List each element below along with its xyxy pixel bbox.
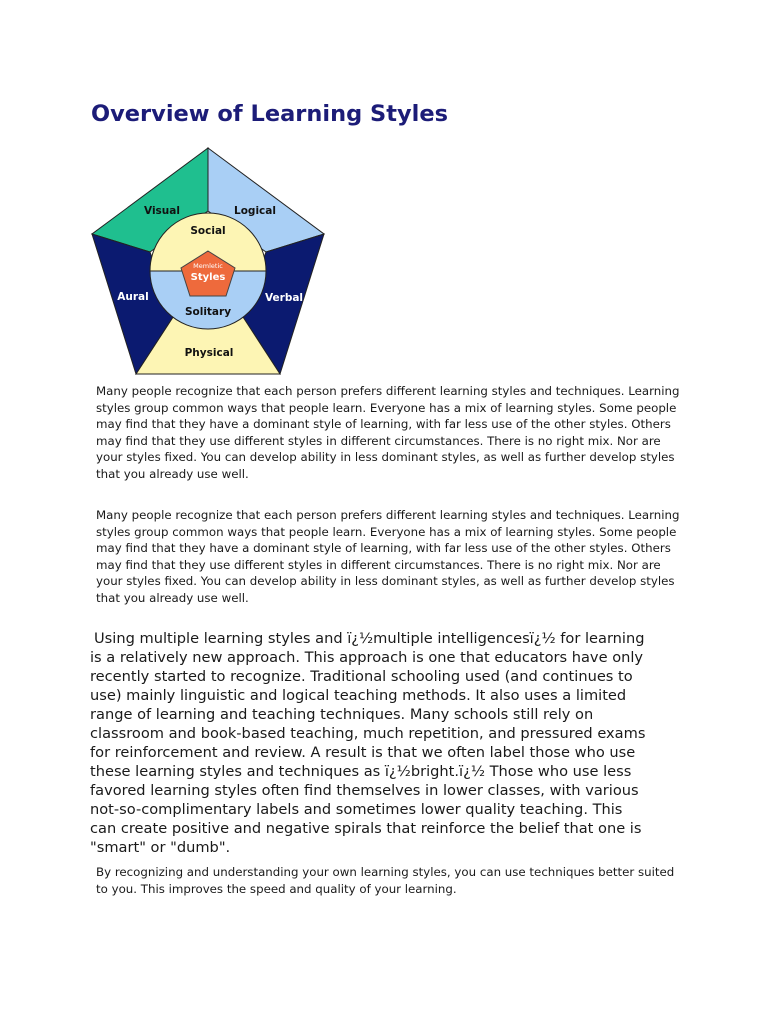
paragraph-3: Using multiple learning styles and ï¿½multiple intelligencesï¿½ for learning is a relatively new approach. This approach is one that educators have only recently started to recognize. Traditional schooling used (and continues to use) mainly linguistic and logical teaching methods. It also uses a limited range of learning and teaching techniques. Many schools still rely on classroom and book-based teaching, much repetition, and pressured exams for reinforcement and review. A result is that we often label those who use these learning styles and techniques as ï¿½bright.ï¿½ Those who use less favored learning styles often find themselves in lower classes, with various not-so-complimentary labels and sometimes lower quality teaching. This can create positive and negative spirals that reinforce the belief that one is "smart" or "dumb". — [90, 630, 646, 856]
label-social: Social — [190, 225, 226, 237]
label-center-bottom: Styles — [190, 272, 226, 283]
label-physical: Physical — [184, 347, 234, 359]
paragraph-4: By recognizing and understanding your own learning styles, you can use techniques better suited to you. This improves the speed and quality of your learning. — [96, 865, 675, 896]
label-center-top: Memletic — [193, 262, 223, 270]
page-title: Overview of Learning Styles — [91, 101, 449, 127]
learning-styles-diagram — [90, 146, 328, 376]
paragraph-1: Many people recognize that each person prefers different learning styles and techniques. Learning styles group common ways that people learn. Everyone has a mix of learning styles. Some people may find that they have a dominant style of learning, with far less use of the other styles. Others may find that they use different styles in different circumstances. There is no right mix. Nor are your styles fixed. You can develop ability in less dominant styles, as well as further develop styles that you already use well. — [96, 384, 680, 481]
label-logical: Logical — [234, 205, 276, 217]
label-visual: Visual — [144, 205, 180, 217]
paragraph-2: Many people recognize that each person prefers different learning styles and techniques. Learning styles group common ways that people learn. Everyone has a mix of learning styles. Some people may find that they have a dominant style of learning, with far less use of the other styles. Others may find that they use different styles in different circumstances. There is no right mix. Nor are your styles fixed. You can develop ability in less dominant styles, as well as further develop styles that you already use well. — [96, 508, 680, 605]
label-aural: Aural — [117, 291, 149, 303]
label-solitary: Solitary — [184, 306, 232, 318]
label-verbal: Verbal — [264, 292, 304, 304]
